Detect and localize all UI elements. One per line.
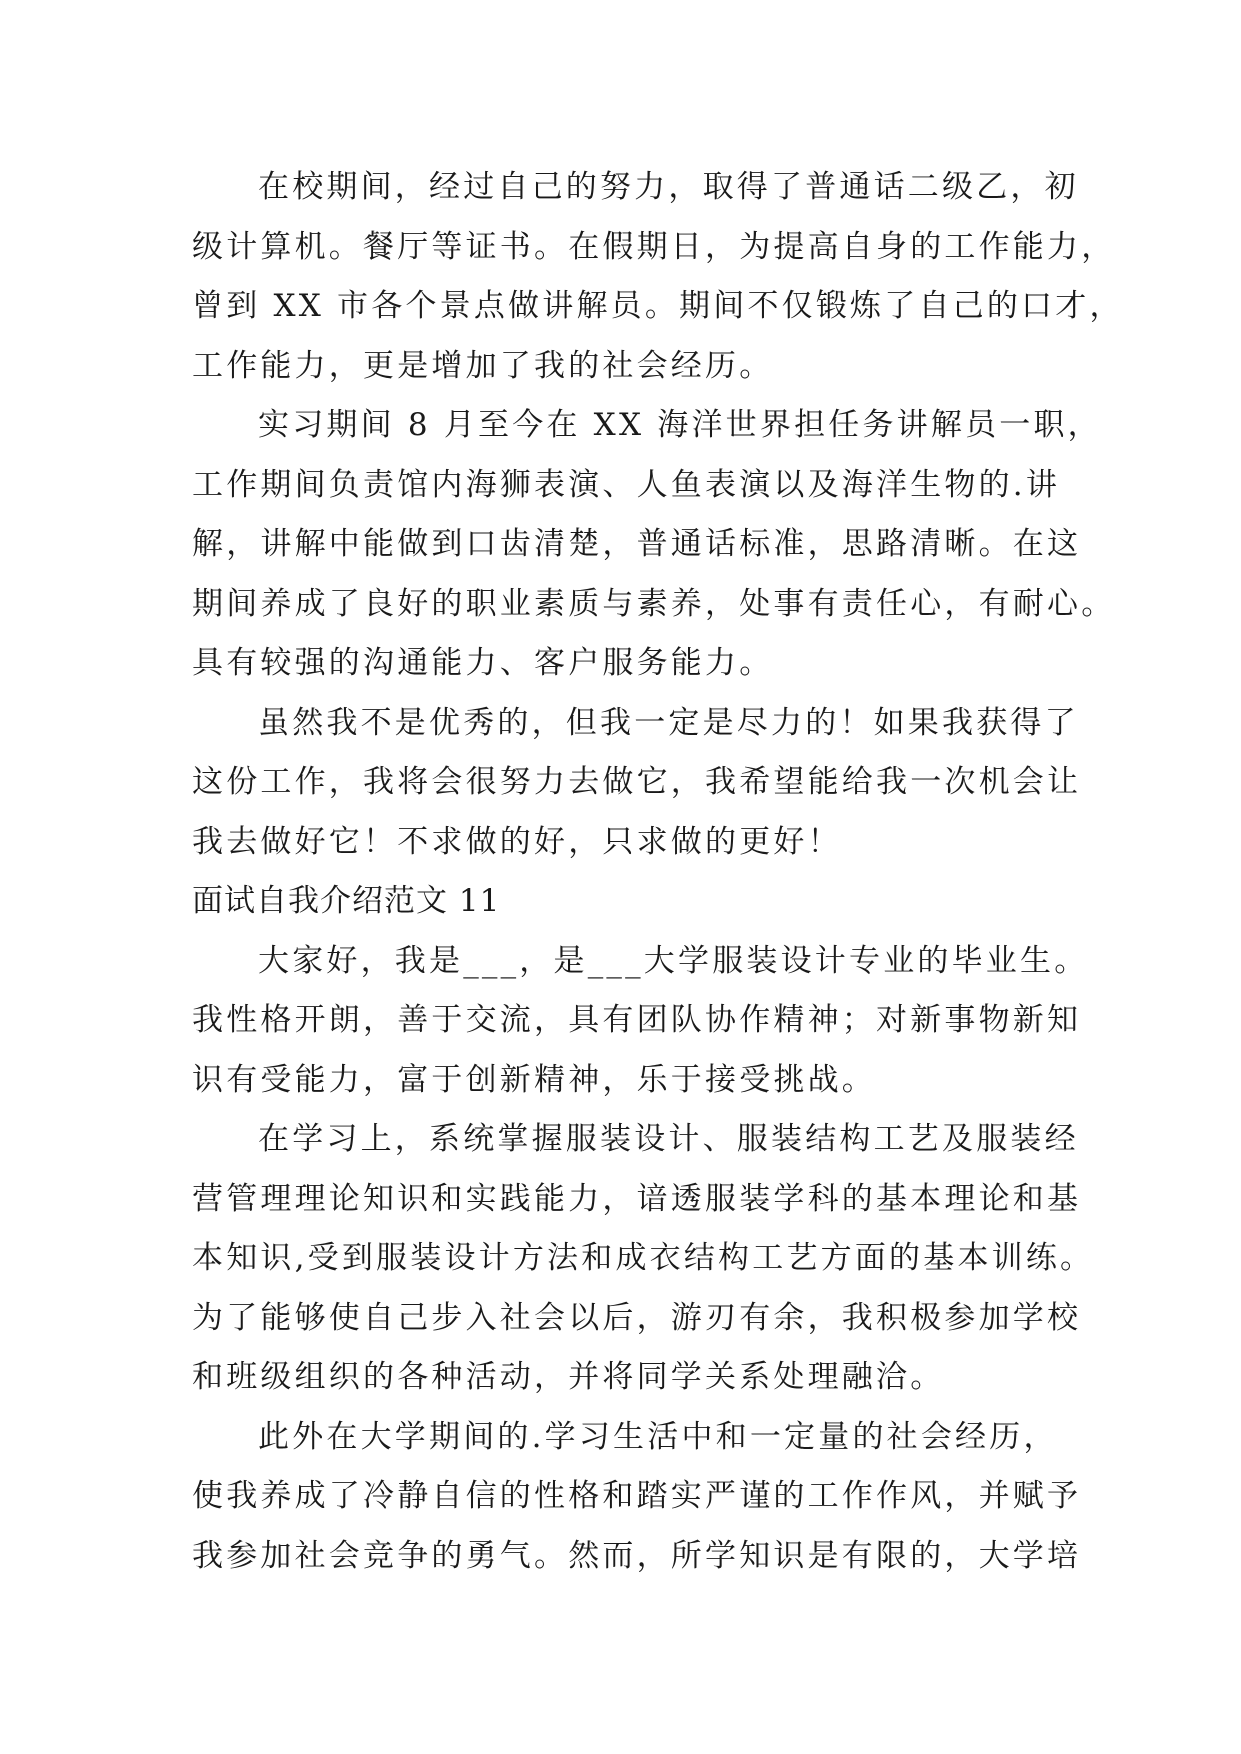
text-line: 为了能够使自己步入社会以后，游刃有余，我积极参加学校 <box>192 1299 1082 1336</box>
text-line: 营管理理论知识和实践能力，谙透服装学科的基本理论和基 <box>192 1180 1082 1217</box>
text-line: 工作能力，更是增加了我的社会经历。 <box>192 347 774 384</box>
document-body <box>192 158 1124 1586</box>
paragraph <box>192 1110 1095 1408</box>
text-line: 这份工作，我将会很努力去做它，我希望能给我一次机会让 <box>192 764 1082 800</box>
text-line: 和班级组织的各种活动，并将同学关系处理融洽。 <box>192 1359 945 1395</box>
text-line: 识有受能力，富于创新精神，乐于接受挑战。 <box>192 1061 876 1098</box>
section-heading: 面试自我介绍范文 11 <box>192 883 501 919</box>
paragraph <box>192 158 1124 396</box>
text-line: 我性格开朗，善于交流，具有团队协作精神；对新事物新知 <box>192 1002 1082 1038</box>
text-line: 大家好，我是___，是___大学服装设计专业的毕业生。 <box>258 942 1089 979</box>
text-line: 在学习上，系统掌握服装设计、服装结构工艺及服装经 <box>258 1121 1079 1157</box>
text-line: 期间养成了良好的职业素质与素养，处事有责任心，有耐心。 <box>192 585 1116 622</box>
paragraph <box>192 694 1082 873</box>
text-line: 级计算机。餐厅等证书。在假期日，为提高自身的工作能力， <box>192 228 1116 265</box>
text-line: 我参加社会竞争的勇气。然而，所学知识是有限的，大学培 <box>192 1537 1082 1574</box>
text-line: 使我养成了冷静自信的性格和踏实严谨的工作作风，并赋予 <box>192 1478 1082 1514</box>
text-line: 工作期间负责馆内海狮表演、人鱼表演以及海洋生物的.讲 <box>192 466 1061 503</box>
paragraph <box>192 396 1116 694</box>
paragraph <box>192 932 1089 1111</box>
text-line: 在校期间，经过自己的努力，取得了普通话二级乙，初 <box>258 169 1079 205</box>
text-line: 虽然我不是优秀的，但我一定是尽力的！如果我获得了 <box>258 704 1079 741</box>
text-line: 我去做好它！不求做的好，只求做的更好！ <box>192 823 842 860</box>
text-line: 本知识,受到服装设计方法和成衣结构工艺方面的基本训练。 <box>192 1240 1095 1276</box>
text-line: 曾到 XX 市各个景点做讲解员。期间不仅锻炼了自己的口才， <box>192 288 1124 324</box>
text-line: 具有较强的沟通能力、客户服务能力。 <box>192 645 774 681</box>
text-line: 实习期间 8 月至今在 XX 海洋世界担任务讲解员一职， <box>258 407 1102 443</box>
paragraph <box>192 1408 1082 1587</box>
text-line: 解，讲解中能做到口齿清楚，普通话标准，思路清晰。在这 <box>192 526 1082 562</box>
text-line: 此外在大学期间的.学习生活中和一定量的社会经历， <box>258 1418 1058 1455</box>
